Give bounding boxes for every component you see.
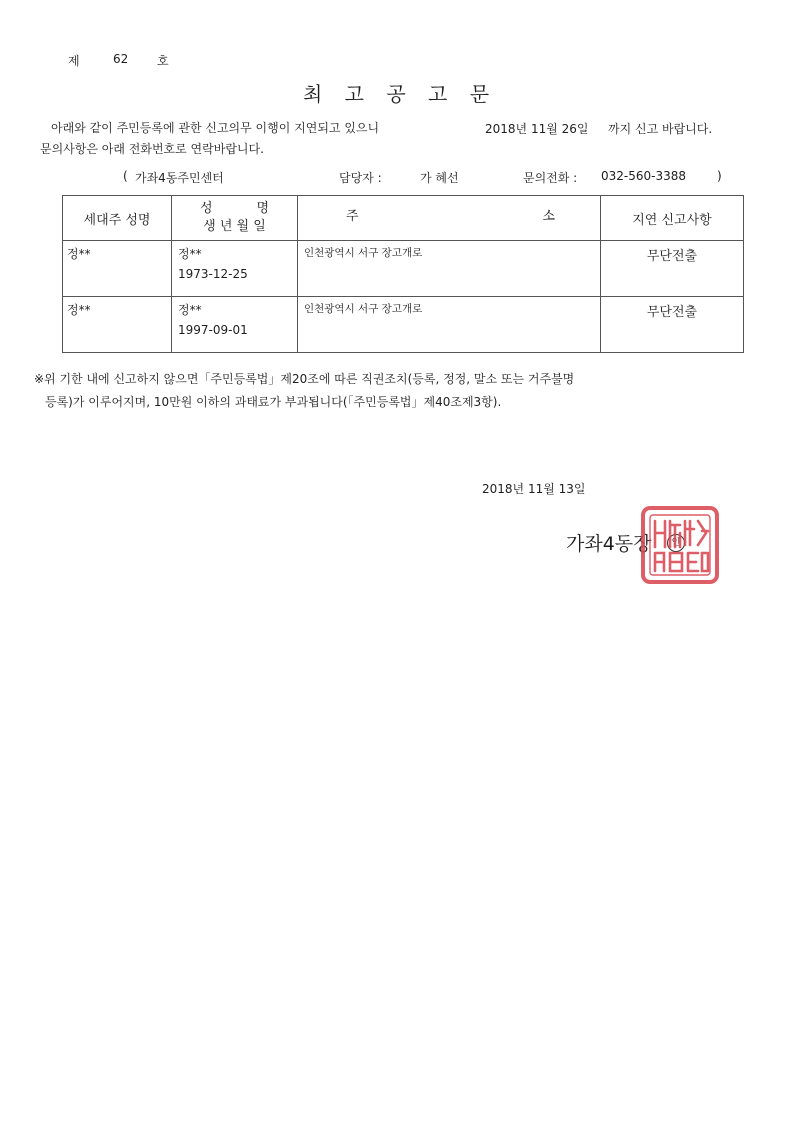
header-address-left: 주 bbox=[346, 208, 359, 224]
overdue-report-table bbox=[62, 195, 744, 353]
table-row bbox=[63, 297, 744, 353]
seal-mark: 인 bbox=[667, 534, 685, 552]
cell-householder bbox=[63, 241, 172, 297]
header-name-left: 성 bbox=[200, 201, 213, 216]
birth-date: 1973-12-25 bbox=[178, 267, 248, 281]
doc-number-value: 62 bbox=[113, 52, 129, 66]
legal-notes bbox=[34, 368, 574, 414]
address-text: 인천광역시 서구 장고개로 bbox=[304, 247, 423, 259]
header-householder bbox=[63, 196, 172, 241]
header-name-birth bbox=[172, 196, 298, 241]
person-name: 정** bbox=[178, 303, 202, 317]
cell-reason bbox=[601, 297, 744, 353]
contact-office: 가좌4동주민센터 bbox=[135, 171, 224, 185]
doc-number-suffix: 호 bbox=[157, 54, 169, 68]
page-title: 최 고 공 고 문 bbox=[302, 82, 498, 106]
seal-icon bbox=[638, 503, 722, 587]
phone-number: 032-560-3388 bbox=[601, 169, 687, 183]
notes-line-2: 등록)가 이루어지며, 10만원 이하의 과태료가 부과됩니다(「주민등록법」제40조제3항). bbox=[45, 395, 502, 409]
cell-householder bbox=[63, 297, 172, 353]
cell-address bbox=[298, 297, 601, 353]
official-seal-stamp bbox=[638, 503, 722, 591]
manager-name: 가 혜선 bbox=[420, 171, 459, 185]
cell-reason bbox=[601, 241, 744, 297]
contact-open-paren: ( bbox=[123, 169, 128, 183]
header-address-right: 소 bbox=[542, 208, 555, 224]
intro-line-2: 문의사항은 아래 전화번호로 연락바랍니다. bbox=[40, 142, 264, 156]
householder-name: 정** bbox=[67, 303, 91, 317]
cell-name-birth bbox=[172, 241, 298, 297]
notes-line-1: ※위 기한 내에 신고하지 않으면「주민등록법」제20조에 따른 직권조치(등록, 정정, 말소 또는 거주불명 bbox=[34, 372, 575, 386]
header-name-right: 명 bbox=[256, 201, 269, 216]
householder-name: 정** bbox=[67, 247, 91, 261]
reason-text: 무단전출 bbox=[646, 305, 698, 320]
cell-name-birth bbox=[172, 297, 298, 353]
phone-label: 문의전화 : bbox=[523, 171, 578, 185]
reason-text: 무단전출 bbox=[646, 249, 698, 264]
header-birth: 생 년 월 일 bbox=[203, 219, 266, 234]
header-reason-label: 지연 신고사항 bbox=[632, 212, 712, 228]
birth-date: 1997-09-01 bbox=[178, 323, 248, 337]
table-row bbox=[63, 241, 744, 297]
issue-date: 2018년 11월 13일 bbox=[482, 482, 586, 496]
intro-line-1-tail: 까지 신고 바랍니다. bbox=[608, 122, 713, 136]
header-reason bbox=[601, 196, 744, 241]
person-name: 정** bbox=[178, 247, 202, 261]
cell-address bbox=[298, 241, 601, 297]
manager-label: 담당자 : bbox=[339, 171, 382, 185]
signer-title: 가좌4동장 bbox=[566, 533, 652, 555]
address-text: 인천광역시 서구 장고개로 bbox=[304, 303, 423, 315]
header-address bbox=[298, 196, 601, 241]
table-header-row bbox=[63, 196, 744, 241]
deadline-date: 2018년 11월 26일 bbox=[485, 122, 589, 136]
intro-line-1: 아래와 같이 주민등록에 관한 신고의무 이행이 지연되고 있으니 bbox=[51, 121, 380, 135]
doc-number-prefix: 제 bbox=[68, 54, 80, 68]
header-householder-label: 세대주 성명 bbox=[83, 212, 151, 228]
contact-close-paren: ) bbox=[717, 169, 722, 183]
